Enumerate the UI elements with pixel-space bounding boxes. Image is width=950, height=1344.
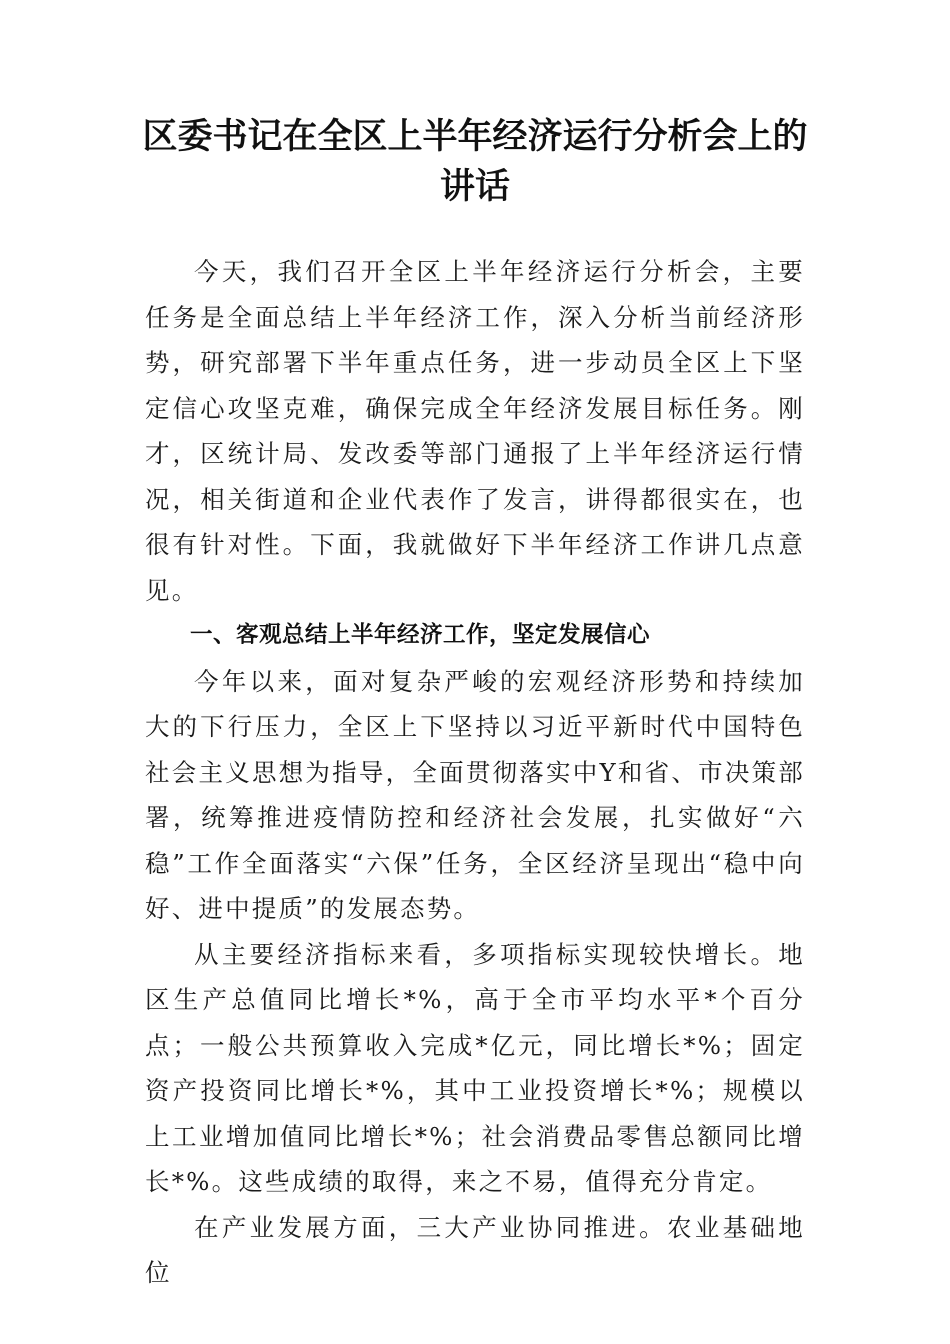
section-paragraph-indicators: 从主要经济指标来看，多项指标实现较快增长。地区生产总值同比增长*%，高于全市平均水平*个百分点；一般公共预算收入完成*亿元，同比增长*%；固定资产投资同比增长*%，其中工业投资增长*%；规模以上工业增加值同比增长*%；社会消费品零售总额同比增长*%。这些成绩的取得，来之不易，值得充分肯定。: [145, 939, 805, 1196]
section-paragraph-industry: 在产业发展方面，三大产业协同推进。农业基础地位: [145, 1212, 805, 1287]
document-body: [145, 249, 805, 1296]
section-paragraph-overview: 今年以来，面对复杂严峻的宏观经济形势和持续加大的下行压力，全区上下坚持以习近平新时代中国特色社会主义思想为指导，全面贯彻落实中Y和省、市决策部署，统筹推进疫情防控和经济社会发展，扎实做好“六稳”工作全面落实“六保”任务，全区经济呈现出“稳中向好、进中提质”的发展态势。: [145, 666, 805, 923]
intro-paragraph: 今天，我们召开全区上半年经济运行分析会，主要任务是全面总结上半年经济工作，深入分析当前经济形势，研究部署下半年重点任务，进一步动员全区上下坚定信心攻坚克难，确保完成全年经济发展目标任务。刚才，区统计局、发改委等部门通报了上半年经济运行情况，相关街道和企业代表作了发言，讲得都很实在，也很有针对性。下面，我就做好下半年经济工作讲几点意见。: [145, 257, 805, 605]
document-title: 区委书记在全区上半年经济运行分析会上的讲话: [142, 116, 808, 207]
section-heading: 一、客观总结上半年经济工作，坚定发展信心: [190, 622, 651, 648]
